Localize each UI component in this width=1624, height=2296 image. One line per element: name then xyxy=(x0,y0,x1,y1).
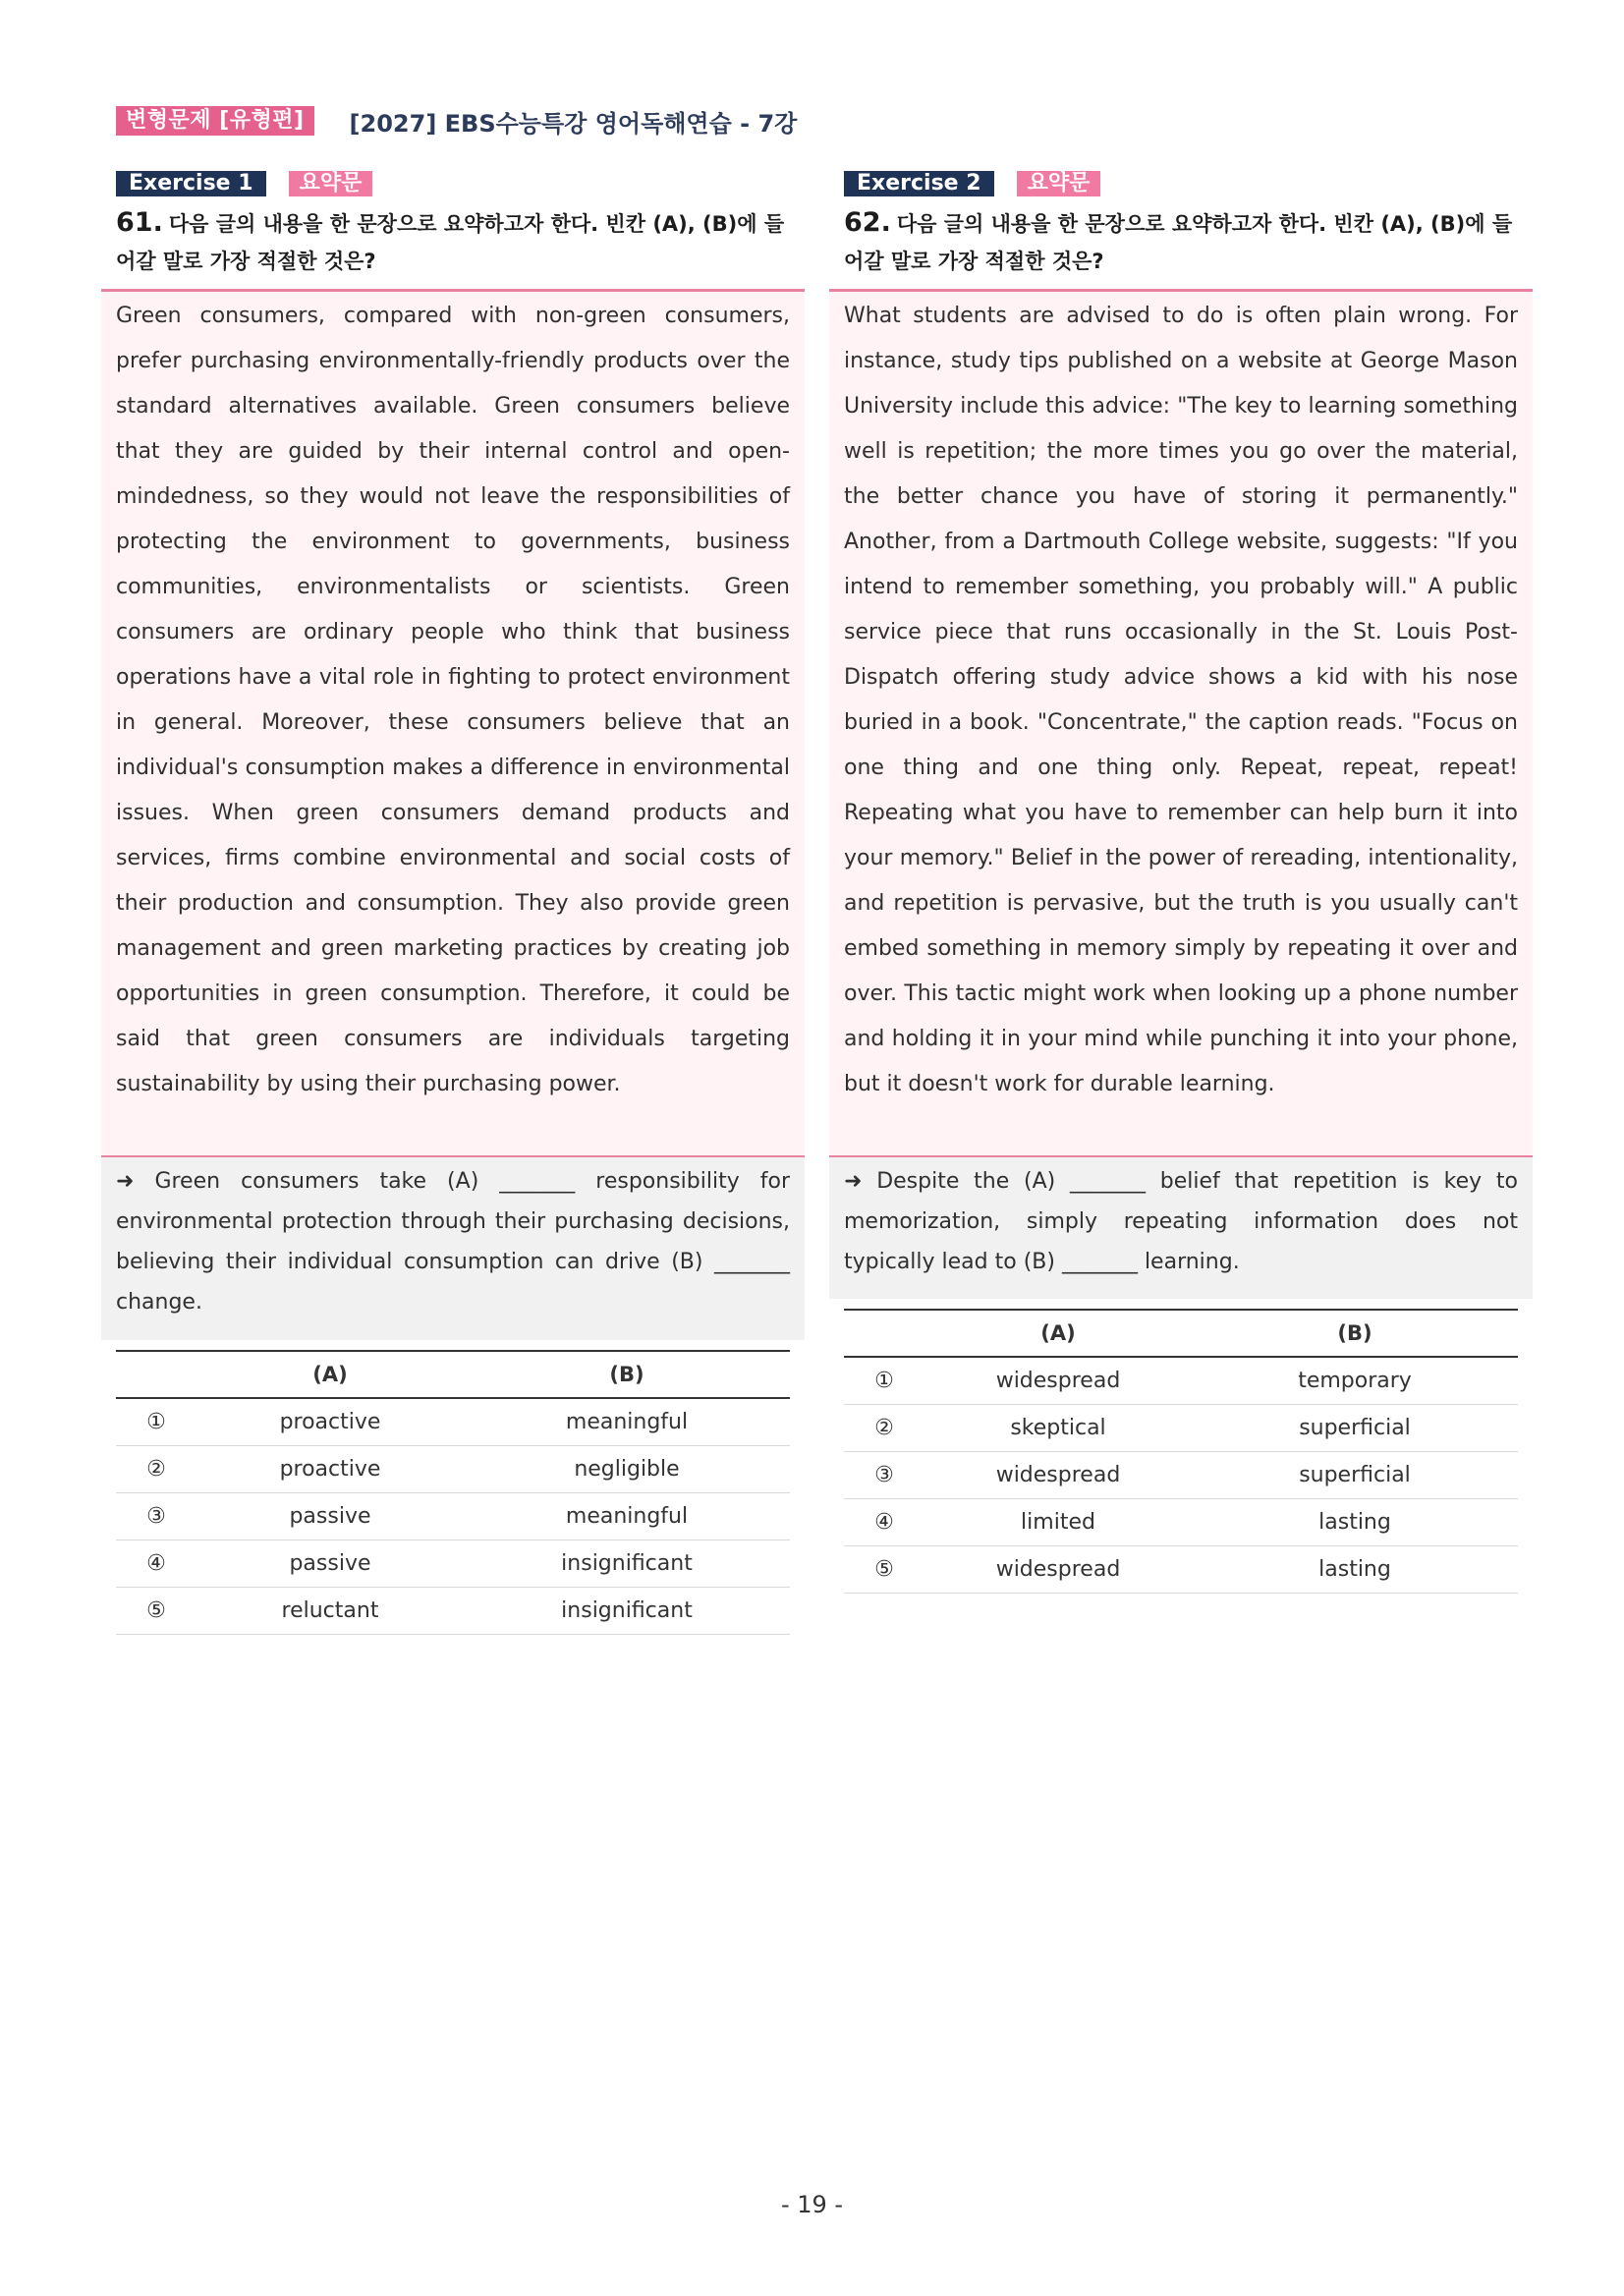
question-prompt xyxy=(101,204,805,279)
exercise-badge: Exercise 2 xyxy=(844,171,994,196)
choice-b: temporary xyxy=(1192,1357,1518,1405)
page-number: - 19 - xyxy=(780,2191,844,2218)
choice-b: meaningful xyxy=(464,1493,790,1540)
header-tag: 변형문제 [유형편] xyxy=(116,106,314,136)
choice-row[interactable] xyxy=(844,1546,1518,1594)
exercise-2-labels xyxy=(829,171,1533,196)
choice-a: proactive xyxy=(196,1446,464,1493)
choice-row[interactable] xyxy=(844,1357,1518,1405)
column-b-header: (B) xyxy=(1192,1310,1518,1357)
choice-a: limited xyxy=(924,1499,1192,1546)
header-title: [2027] EBS수능특강 영어독해연습 - 7강 xyxy=(349,109,798,138)
answer-choices xyxy=(844,1309,1518,1594)
choice-number: ② xyxy=(116,1446,196,1493)
reading-passage: What students are advised to do is often plain wrong. For instance, study tips published on a website at George Mason University include this advice: "The key to learning something well is repetition; the more times you go over the material, the better chance you have of storing it permanently." Another, from a Dartmouth College website, suggests: "If you intend to remember something, you probably will." A public service piece that runs occasionally in the St. Louis Post-Dispatch offering study advice shows a kid with his nose buried in a book. "Concentrate," the caption reads. "Focus on one thing and one thing only. Repeat, repeat, repeat! Repeating what you have to remember can help burn it into your memory." Belief in the power of rereading, intentionality, and repetition is pervasive, but the truth is you usually can't embed something in memory simply by repeating it over and over. This tactic might work when looking up a phone number and holding it in your mind while punching it into your phone, but it doesn't work for durable learning. xyxy=(829,289,1533,1157)
choice-number: ③ xyxy=(844,1452,924,1499)
choice-row[interactable] xyxy=(116,1493,790,1540)
choice-row[interactable] xyxy=(844,1405,1518,1452)
choice-b: superficial xyxy=(1192,1405,1518,1452)
choice-a: passive xyxy=(196,1493,464,1540)
exercise-type-tag: 요약문 xyxy=(289,171,373,196)
choice-row[interactable] xyxy=(116,1446,790,1493)
exercise-type-tag: 요약문 xyxy=(1017,171,1101,196)
choice-number: ② xyxy=(844,1405,924,1452)
exercise-badge: Exercise 1 xyxy=(116,171,266,196)
choice-number: ① xyxy=(844,1357,924,1405)
choice-b: lasting xyxy=(1192,1546,1518,1594)
question-text: 다음 글의 내용을 한 문장으로 요약하고자 한다. 빈칸 (A), (B)에 들어갈 말로 가장 적절한 것은? xyxy=(116,212,785,273)
choice-number: ③ xyxy=(116,1493,196,1540)
column-a-header: (A) xyxy=(924,1310,1192,1357)
column-b-header: (B) xyxy=(464,1351,790,1398)
choice-a: proactive xyxy=(196,1398,464,1446)
choice-row[interactable] xyxy=(844,1452,1518,1499)
question-prompt xyxy=(829,204,1533,279)
choice-a: skeptical xyxy=(924,1405,1192,1452)
reading-passage: Green consumers, compared with non-green consumers, prefer purchasing environmentally-friendly products over the standard alternatives available. Green consumers believe that they are guided by their internal control and open-mindedness, so they would not leave the responsibilities of protecting the environment to governments, business communities, environmentalists or scientists. Green consumers are ordinary people who think that business operations have a vital role in fighting to protect environment in general. Moreover, these consumers believe that an individual's consumption makes a difference in environmental issues. When green consumers demand products and services, firms combine environmental and social costs of their production and consumption. They also provide green management and green marketing practices by creating job opportunities in green consumption. Therefore, it could be said that green consumers are individuals targeting sustainability by using their purchasing power. xyxy=(101,289,805,1157)
page-header xyxy=(116,104,797,138)
choice-b: negligible xyxy=(464,1446,790,1493)
choices-header-row xyxy=(844,1310,1518,1357)
choice-number: ⑤ xyxy=(116,1588,196,1635)
choice-b: insignificant xyxy=(464,1588,790,1635)
choice-b: meaningful xyxy=(464,1398,790,1446)
summary-sentence: ➜ Despite the (A) _______ belief that repetition is key to memorization, simply repeating information does not typically lead to (B) _______ learning. xyxy=(829,1157,1533,1299)
exercise-2 xyxy=(829,171,1533,1594)
choice-number: ① xyxy=(116,1398,196,1446)
choice-b: superficial xyxy=(1192,1452,1518,1499)
choice-b: insignificant xyxy=(464,1540,790,1588)
exercise-1-labels xyxy=(101,171,805,196)
summary-sentence: ➜ Green consumers take (A) _______ responsibility for environmental protection through their purchasing decisions, believing their individual consumption can drive (B) _______ change. xyxy=(101,1157,805,1340)
choice-b: lasting xyxy=(1192,1499,1518,1546)
choice-a: widespread xyxy=(924,1452,1192,1499)
choices-header-row xyxy=(116,1351,790,1398)
choice-number: ⑤ xyxy=(844,1546,924,1594)
choice-row[interactable] xyxy=(844,1499,1518,1546)
choice-row[interactable] xyxy=(116,1540,790,1588)
column-a-header: (A) xyxy=(196,1351,464,1398)
question-text: 다음 글의 내용을 한 문장으로 요약하고자 한다. 빈칸 (A), (B)에 들어갈 말로 가장 적절한 것은? xyxy=(844,212,1513,273)
question-number: 62. xyxy=(844,207,891,238)
choice-a: widespread xyxy=(924,1546,1192,1594)
exercise-1 xyxy=(101,171,805,1635)
answer-choices xyxy=(116,1350,790,1635)
choice-number-header xyxy=(116,1351,196,1398)
choices-table xyxy=(844,1309,1518,1594)
choice-row[interactable] xyxy=(116,1588,790,1635)
choice-number-header xyxy=(844,1310,924,1357)
question-number: 61. xyxy=(116,207,163,238)
choice-row[interactable] xyxy=(116,1398,790,1446)
choice-a: reluctant xyxy=(196,1588,464,1635)
choice-number: ④ xyxy=(116,1540,196,1588)
choices-table xyxy=(116,1350,790,1635)
choice-number: ④ xyxy=(844,1499,924,1546)
choice-a: passive xyxy=(196,1540,464,1588)
choice-a: widespread xyxy=(924,1357,1192,1405)
